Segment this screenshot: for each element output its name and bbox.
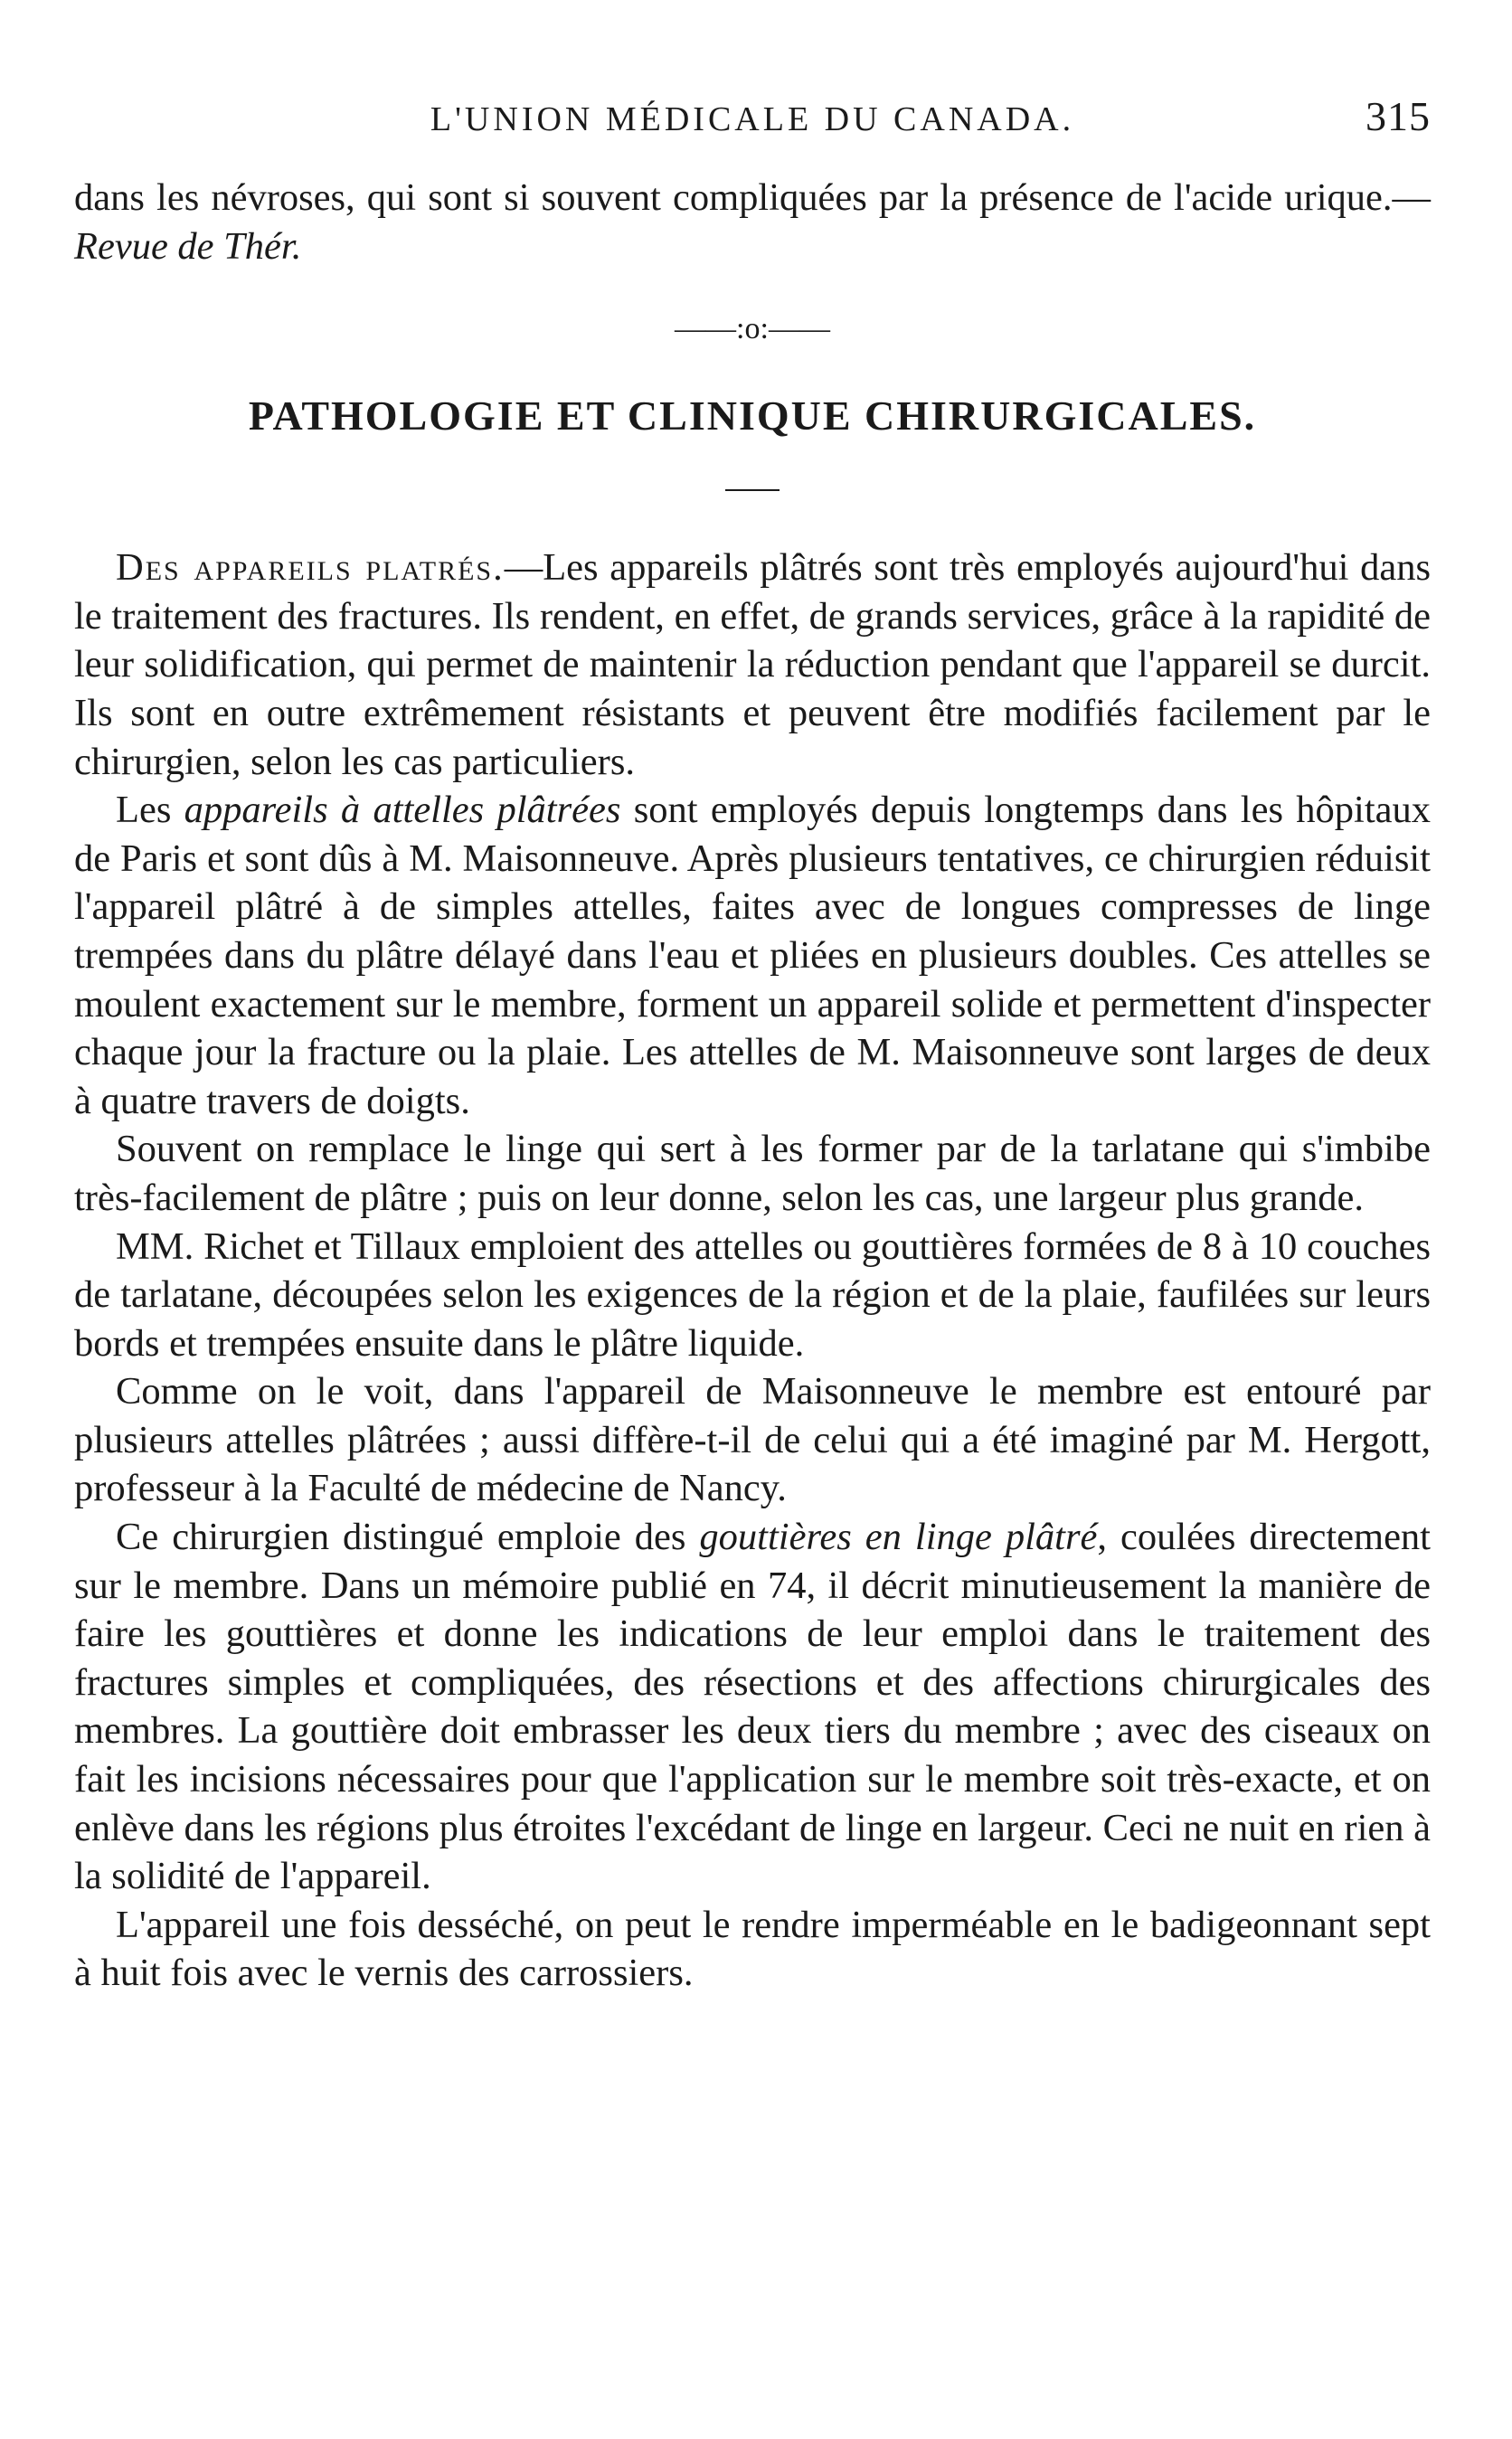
paragraph-impermeable: L'appareil une fois desséché, on peut le rendre imperméable en le badigeonnant sept à huit fois avec le vernis des carrossiers. (74, 1903, 1431, 1995)
intro-paragraph (74, 174, 1431, 270)
running-head (74, 93, 1431, 163)
paragraph-maisonneuve-hergott: Comme on le voit, dans l'appareil de Maisonneuve le membre est entouré par plusieurs attelles plâtrées ; aussi diffère-t-il de celui qui a été imaginé par M. Hergott, professeur à la Faculté de médecine de Nancy. (74, 1370, 1431, 1510)
paragraph-appareils-platres (74, 544, 1431, 786)
running-title: L'UNION MÉDICALE DU CANADA. (430, 100, 1075, 138)
paragraph-text: Ce chirurgien distingué emploie des (116, 1516, 700, 1559)
paragraph-emphasis: gouttières en linge plâtré (699, 1516, 1098, 1559)
page-number: 315 (1366, 93, 1431, 139)
section-title: PATHOLOGIE ET CLINIQUE CHIRURGICALES. (248, 392, 1257, 440)
paragraph-text: Les (116, 789, 184, 832)
paragraph-attelles (74, 786, 1431, 1125)
intro-source: Revue de Thér. (74, 224, 302, 268)
paragraph-lead: Des appareils platrés. (116, 546, 505, 590)
paragraph-text: —Les appareils plâtrés sont très employés aujourd'hui dans le traitement des fractures. Ils rendent, en effet, de grands services, grâce à la rapidité de leur solidification, qui permet de maintenir la réduction pendant que l'appareil se durcit. Ils sont en outre extrêmement résistants et peuvent être modifiés facilement par le chirurgien, selon les cas particuliers. (74, 546, 1431, 783)
paragraph-tarlatane: Souvent on remplace le linge qui sert à les former par de la tarlatane qui s'imbibe très-facilement de plâtre ; puis on leur donne, selon les cas, une largeur plus grande. (74, 1128, 1431, 1219)
paragraph-text: , coulées directement sur le membre. Dans un mémoire publié en 74, il décrit minutieusement la manière de faire les gouttières et donne les indications de leur emploi dans le traitement des fractures simples et compliquées, des résections et des affections chirurgicales des membres. La gouttière doit embrasser les deux tiers du membre ; avec des ciseaux on fait les incisions nécessaires pour que l'application sur le membre soit très-exacte, et on enlève dans les régions plus étroites l'excédant de linge en largeur. Ceci ne nuit en rien à la solidité de l'appareil. (74, 1516, 1431, 1898)
intro-text: dans les névroses, qui sont si souvent compliquées par la présence de l'acide urique.— (74, 176, 1431, 219)
section-divider: ——:o:—— (675, 312, 830, 346)
paragraph-richet-tillaux: MM. Richet et Tillaux emploient des attelles ou gouttières formées de 8 à 10 couches de tarlatane, découpées selon les exigences de la région et de la plaie, faufilées sur leurs bords et trempées ensuite dans le plâtre liquide. (74, 1224, 1431, 1365)
title-rule (725, 489, 780, 491)
book-page (74, 93, 1431, 1998)
paragraph-text: sont employés depuis longtemps dans les hôpitaux de Paris et sont dûs à M. Maisonneuve. Après plusieurs tentatives, ce chirurgien réduisit l'appareil plâtré à de simples attelles, faites avec de longues compresses de linge trempées dans du plâtre délayé dans l'eau et pliées en plusieurs doubles. Ces attelles se moulent exactement sur le membre, forment un appareil solide et permettent d'inspecter chaque jour la fracture ou la plaie. Les attelles de M. Maisonneuve sont larges de deux à quatre travers de doigts. (74, 789, 1431, 1122)
paragraph-gouttieres (74, 1513, 1431, 1901)
paragraph-emphasis: appareils à attelles plâtrées (184, 789, 621, 832)
